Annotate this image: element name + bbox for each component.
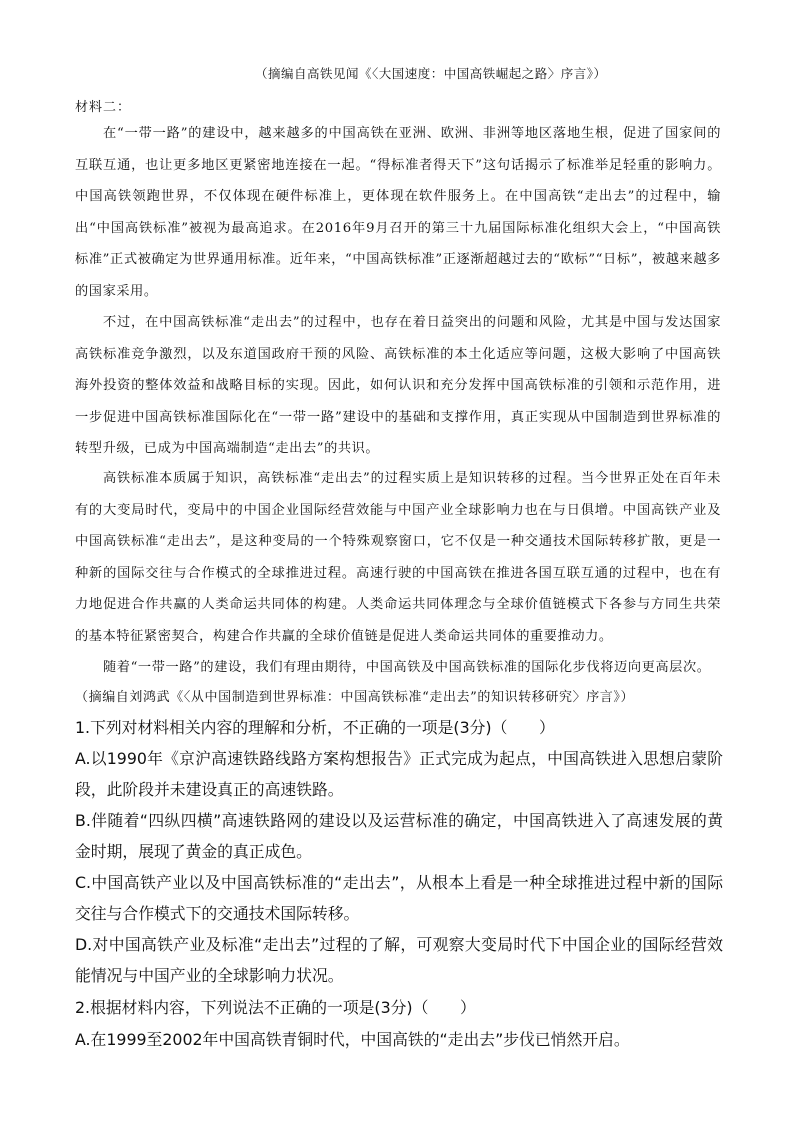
material-paragraph-1: 在“一带一路”的建设中，越来越多的中国高铁在亚洲、欧洲、非洲等地区落地生根，促进了国家间的互联互通，也让更多地区更紧密地连接在一起。“得标准者得天下”这句话揭示了标准举足轻重的影响力。中国高铁领跑世界，不仅体现在硬件标准上，更体现在软件服务上。在中国高铁“走出去”的过程中，输出“中国高铁标准”被视为最高追求。在2016年9月召开的第三十九届国际标准化组织大会上，“中国高铁标准”正式被确定为世界通用标准。近年来，“中国高铁标准”正逐渐超越过去的“欧标”“日标”，被越来越多的国家采用。 bbox=[75, 126, 721, 299]
question-1-option-a: A.以1990年《京沪高速铁路线路方案构想报告》正式完成为起点，中国高铁进入思想启蒙阶段，此阶段并未建设真正的高速铁路。 bbox=[75, 749, 723, 799]
question-2-option-a: A.在1999至2002年中国高铁青铜时代，中国高铁的“走出去”步伐已悄然开启。 bbox=[75, 1030, 630, 1049]
question-2-stem: 2.根据材料内容，下列说法不正确的一项是(3分)（ ） bbox=[75, 998, 476, 1017]
source-citation-top: （摘编自高铁见闻《〈大国速度：中国高铁崛起之路〉序言》） bbox=[255, 66, 607, 81]
question-1-option-b: B.伴随着“四纵四横”高速铁路网的建设以及运营标准的确定，中国高铁进入了高速发展的黄金时期，展现了黄金的真正成色。 bbox=[75, 811, 723, 861]
question-1-option-d: D.对中国高铁产业及标准“走出去”过程的了解，可观察大变局时代下中国企业的国际经营效能情况与中国产业的全球影响力状况。 bbox=[75, 935, 723, 985]
question-1-option-c: C.中国高铁产业以及中国高铁标准的“走出去”，从根本上看是一种全球推进过程中新的国际交往与合作模式下的交通技术国际转移。 bbox=[75, 873, 723, 923]
material-label: 材料二： bbox=[75, 100, 132, 115]
source-citation-bottom: （摘编自刘鸿武《〈从中国制造到世界标准：中国高铁标准“走出去”的知识转移研究〉序言》） bbox=[75, 690, 635, 705]
material-paragraph-3: 高铁标准本质属于知识，高铁标准“走出去”的过程实质上是知识转移的过程。当今世界正处在百年未有的大变局时代，变局中的中国企业国际经营效能与中国产业全球影响力也在与日俱增。中国高铁产业及中国高铁标准“走出去”，是这种变局的一个特殊观察窗口，它不仅是一种交通技术国际转移扩散，更是一种新的国际交往与合作模式的全球推进过程。高速行驶的中国高铁在推进各国互联互通的过程中，也在有力地促进合作共赢的人类命运共同体的构建。人类命运共同体理念与全球价值链模式下各参与方同生共荣的基本特征紧密契合，构建合作共赢的全球价值链是促进人类命运共同体的重要推动力。 bbox=[75, 471, 721, 644]
material-paragraph-2: 不过，在中国高铁标准“走出去”的过程中，也存在着日益突出的问题和风险，尤其是中国与发达国家高铁标准竞争激烈，以及东道国政府干预的风险、高铁标准的本土化适应等问题，这极大影响了中国高铁海外投资的整体效益和战略目标的实现。因此，如何认识和充分发挥中国高铁标准的引领和示范作用，进一步促进中国高铁标准国际化在“一带一路”建设中的基础和支撑作用，真正实现从中国制造到世界标准的转型升级，已成为中国高端制造“走出去”的共识。 bbox=[75, 315, 721, 456]
material-paragraph-4: 随着“一带一路”的建设，我们有理由期待，中国高铁及中国高铁标准的国际化步伐将迈向更高层次。 bbox=[103, 660, 711, 675]
question-1-stem: 1.下列对材料相关内容的理解和分析，不正确的一项是(3分)（ ） bbox=[75, 718, 555, 737]
